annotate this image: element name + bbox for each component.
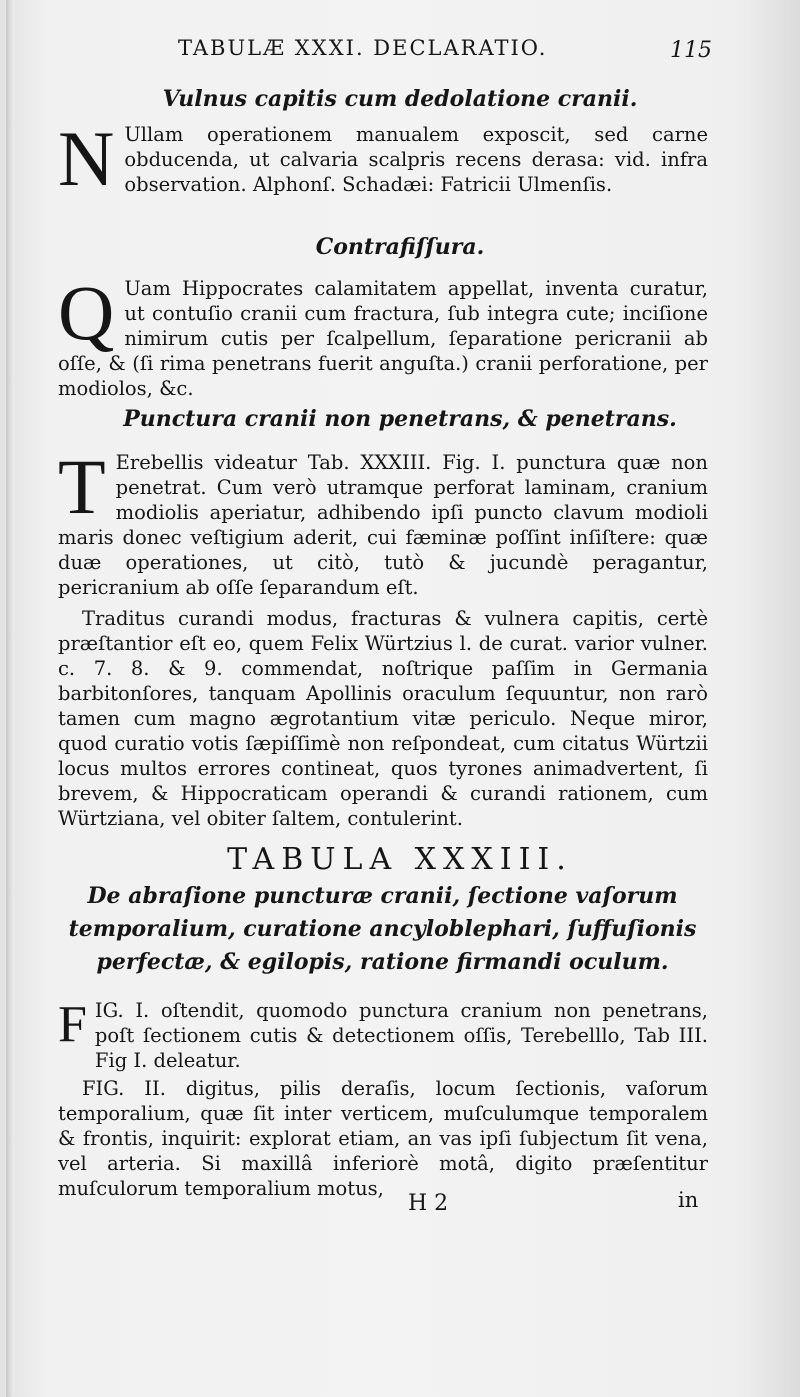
section-text-vulnus: [58, 115, 708, 202]
section-text-contrafissura: [58, 269, 708, 401]
section-heading-punctura: Punctura cranii non penetrans, & penetrans.: [123, 406, 677, 432]
section-heading-contrafissura: Contrafiſſura.: [315, 234, 485, 260]
figure-1-description: [58, 998, 708, 1073]
paragraph-traditus: Traditus curandi modus, fracturas & vulnera capitis, certè præſtantior eſt eo, quem Felix Würtzius l. de curat. varior vulner. c. 7. 8. & 9. commendat, noſtrique paſſim in Germania barbitonſores, tanquam Apollinis oraculum ſequuntur, non rarò tamen cum magno ægrotantium vitæ periculo. Neque miror, quod curatio votis ſæpiſſimè non reſpondeat, cum citatus Würtzii locus multos errores contineat, quos tyrones animadvertent, ſi brevem, & Hippocraticam operandi & curandi rationem, cum Würtziana, vel obiter ſaltem, contulerint.: [58, 607, 708, 830]
section-heading-vulnus: Vulnus capitis cum dedolatione cranii.: [162, 86, 638, 112]
section-text-punctura: [58, 443, 708, 600]
tabula-subtitle: De abraſione puncturæ cranii, ſectione vaſorum temporalium, curatione ancyloblephari, ſuffuſionis perfectæ, & egilopis, ratione firmandi oculum.: [68, 883, 697, 975]
paragraph: Erebellis videatur Tab. XXXIII. Fig. I. punctura quæ non penetrat. Cum verò utramque perforat laminam, cranium modiolis aperiatur, adhibendo ipſi puncto clavum modioli maris donec veſtigium aderit, cui fæminæ poſſint inſiſtere: quæ duæ operationes, ut citò, tutò & jucundè peragantur, pericranium ab oſſe ſeparandum eſt.: [58, 451, 708, 599]
drop-cap-f: F: [58, 996, 87, 1053]
catchword: in: [678, 1188, 699, 1212]
figure-2-description: FIG. II. digitus, pilis deraſis, locum ſectionis, vaſorum temporalium, quæ ſit inter verticem, muſculumque temporalem & frontis, inquirit: explorat etiam, an vas ipſi ſubjectum ſit vena, vel arteria. Si maxillâ inferiorè motâ, digito præſentitur muſculorum temporalium motus,: [58, 1077, 708, 1200]
running-head: TABULÆ XXXI. DECLARATIO.: [178, 36, 548, 60]
drop-cap-q: Q: [58, 269, 115, 356]
signature-mark: H 2: [408, 1191, 449, 1216]
drop-cap-n: N: [58, 115, 115, 202]
page-number: 115: [670, 38, 712, 63]
drop-cap-t: T: [58, 443, 106, 530]
paragraph: Ullam operationem manualem exposcit, sed carne obducenda, ut calvaria scalpris recens derasa: vid. infra observation. Alphonſ. Schadæi: Fatricii Ulmenſis.: [124, 123, 708, 196]
page-gutter-shadow: [6, 0, 14, 1397]
paragraph: IG. I. oſtendit, quomodo punctura cranium non penetrans, poſt ſectionem cutis & detectionem oſſis, Terebelllo, Tab III. Fig I. deleatur.: [94, 999, 708, 1072]
paragraph: Uam Hippocrates calamitatem appellat, inventa curatur, ut contuſio cranii cum fractura, ſub integra cute; inciſione nimirum cutis per ſcalpellum, ſeparatione pericranii ab oſſe, & (ſi rima penetrans fuerit anguſta.) cranii perforatione, per modiolos, &c.: [58, 277, 708, 400]
tabula-title: TABULA XXXIII.: [227, 842, 573, 877]
